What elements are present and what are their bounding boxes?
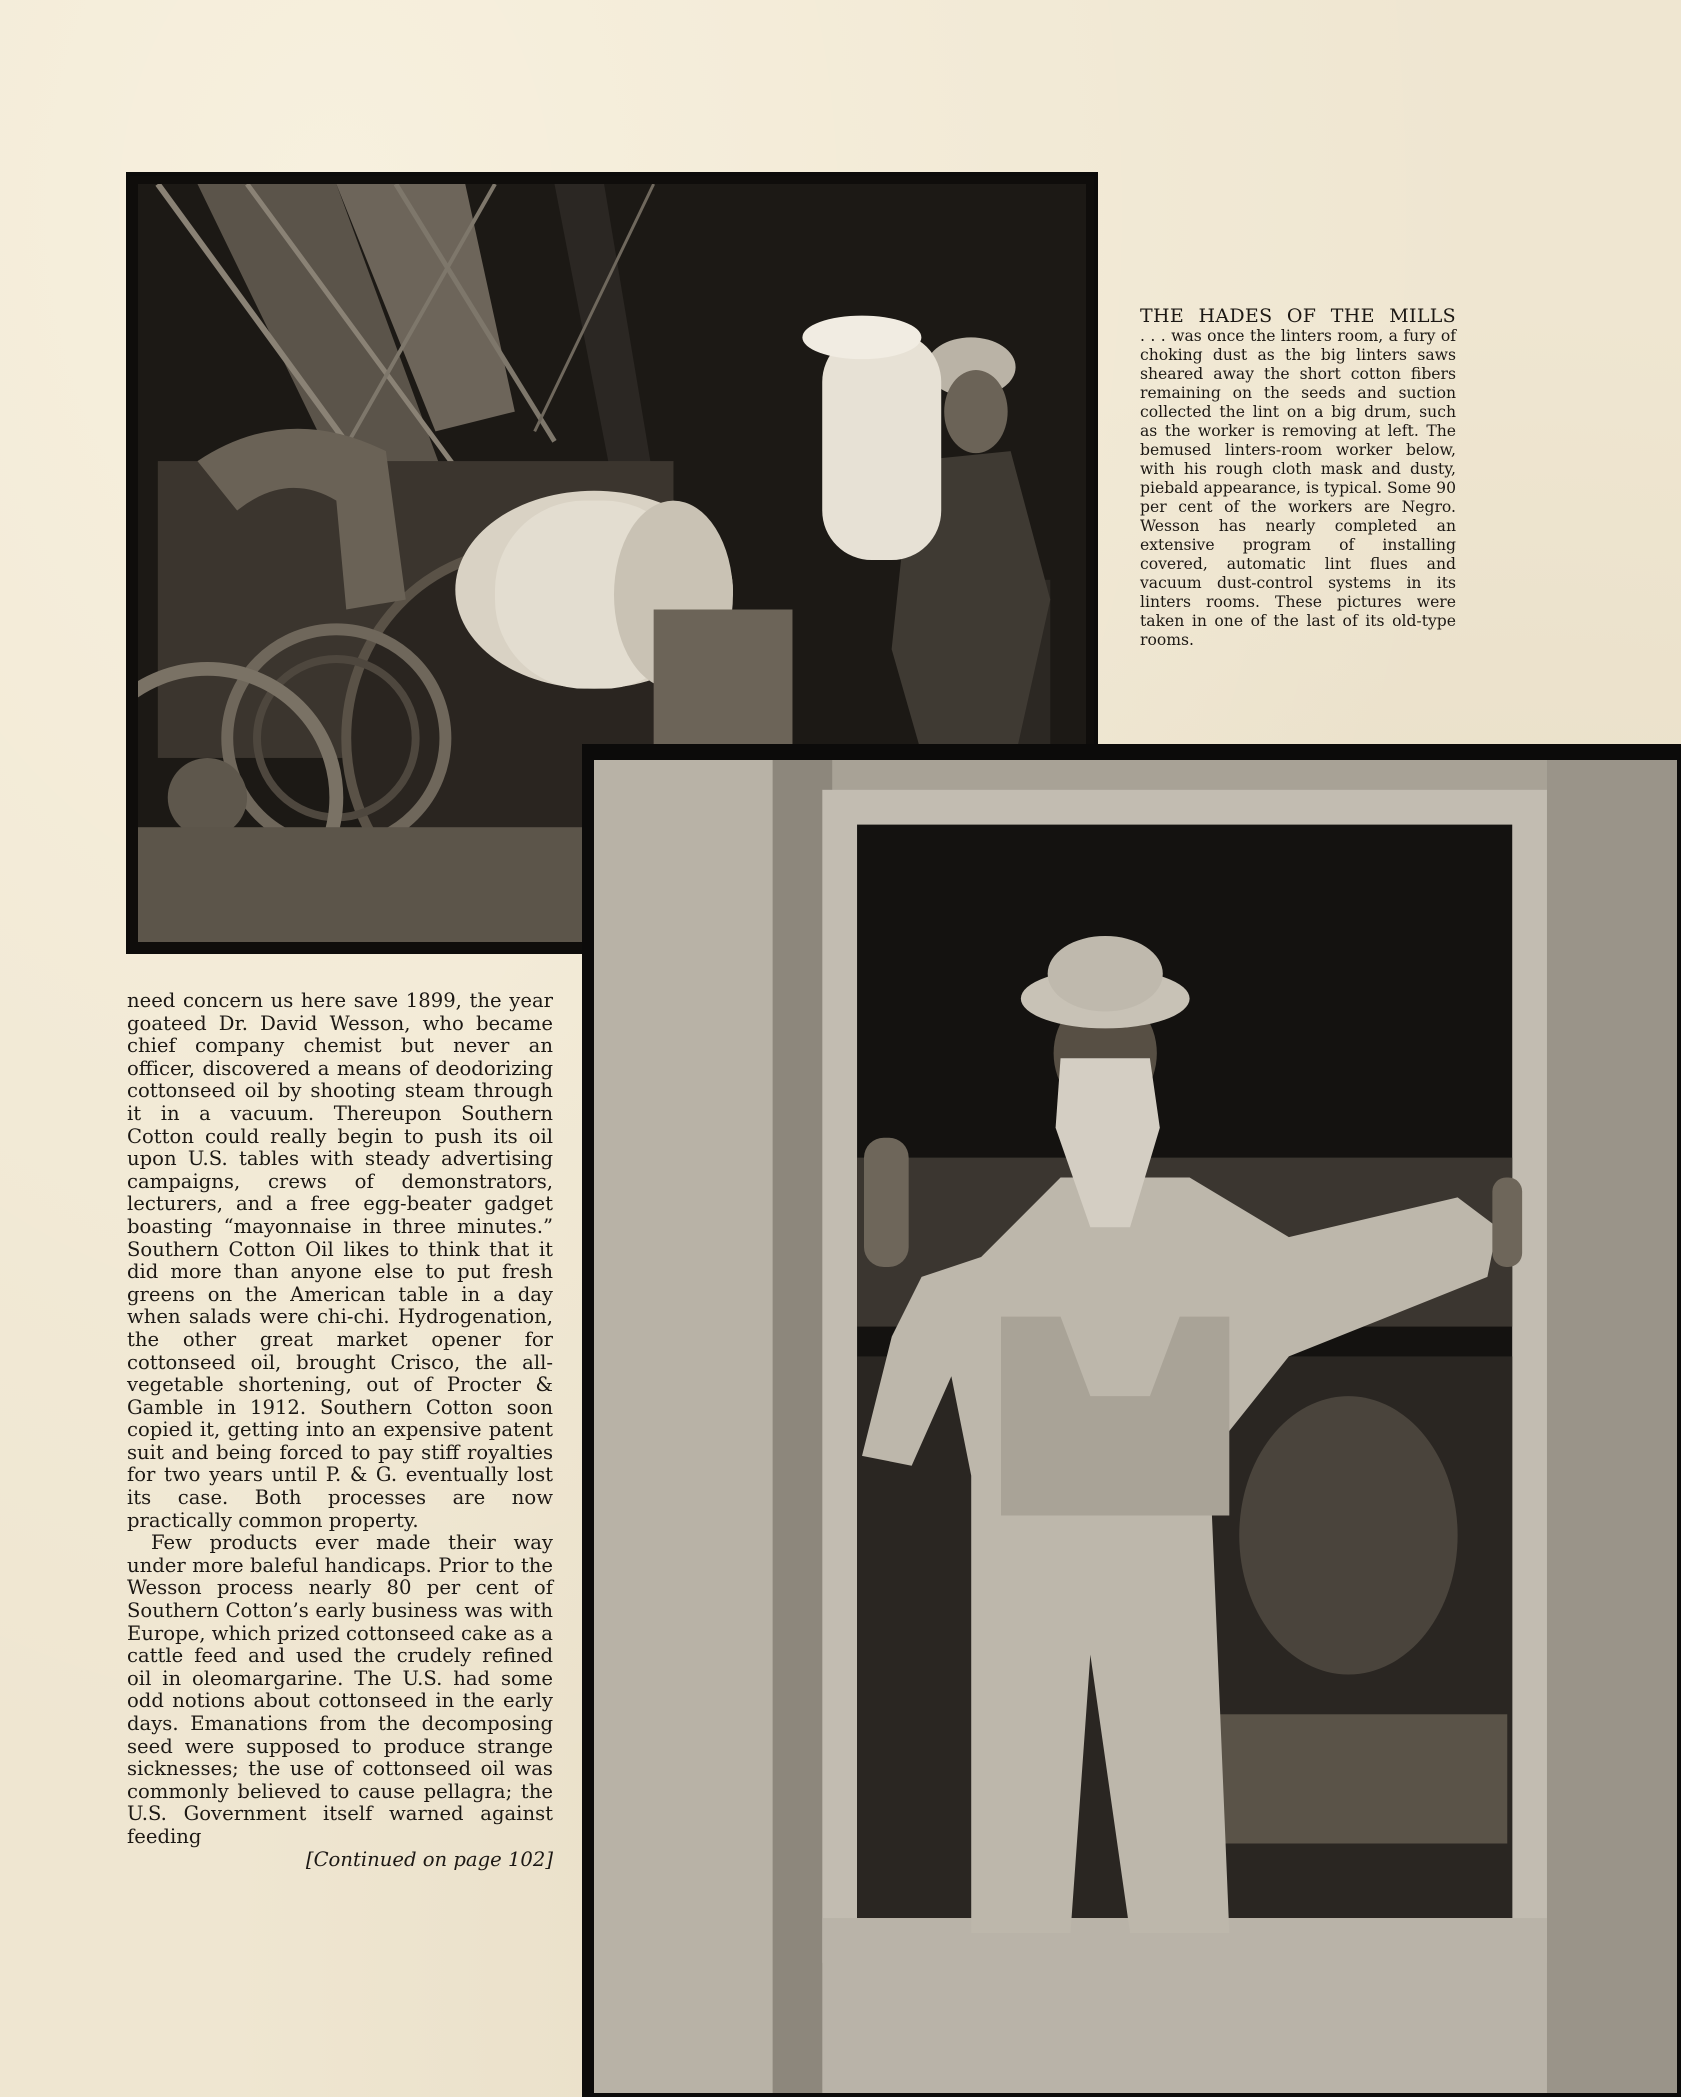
continued-on-page-link[interactable]: [Continued on page 102] — [305, 1847, 553, 1871]
caption-body: . . . was once the linters room, a fury of choking dust as the big linters saws sheared away the short cotton fibers remaining on the seeds and suction collected the lint on a big drum, such as the worker is removing at left. The bemused linters-room worker below, with his rough cloth mask and dusty, piebald appearance, is typical. Some 90 per cent of the workers are Negro. Wesson has nearly completed an extensive program of installing covered, automatic lint flues and vacuum dust-control systems in its linters rooms. These pictures were taken in one of the last of its old-type rooms. — [1140, 327, 1456, 649]
masked-worker-illustration — [594, 760, 1677, 2093]
caption-heading: THE HADES OF THE MILLS — [1140, 305, 1456, 327]
article-paragraph: need concern us here save 1899, the year goateed Dr. David Wesson, who became chief company chemist but never an officer, discovered a means of deodorizing cottonseed oil by shooting steam through it in a vacuum. Thereupon Southern Cotton could really begin to push its oil upon U.S. tables with steady advertising campaigns, crews of demonstrators, lecturers, and a free egg-beater gadget boasting “mayonnaise in three minutes.” Southern Cotton Oil likes to think that it did more than anyone else to put fresh greens on the American table in a day when salads were chi-chi. Hydrogenation, the other great market opener for cottonseed oil, brought Crisco, the all-vegetable shortening, out of Procter & Gamble in 1912. Southern Cotton soon copied it, getting into an expensive patent suit and being forced to pay stiff royalties for two years until P. & G. eventually lost its case. Both processes are now practically common property. — [127, 989, 553, 1532]
masked-worker-photo-image — [594, 760, 1677, 2093]
article-paragraph: Few products ever made their way under more baleful handicaps. Prior to the Wesson process nearly 80 per cent of Southern Cotton’s early business was with Europe, which prized cottonseed cake as a cattle feed and used the crudely refined oil in oleomargarine. The U.S. had some odd notions about cottonseed in the early days. Emanations from the decomposing seed were supposed to produce strange sicknesses; the use of cottonseed oil was commonly believed to cause pellagra; the U.S. Government itself warned against feeding — [127, 1531, 553, 1848]
photo-caption — [1140, 305, 1456, 650]
article-column — [127, 990, 553, 1871]
masked-worker-photo — [582, 744, 1681, 2097]
